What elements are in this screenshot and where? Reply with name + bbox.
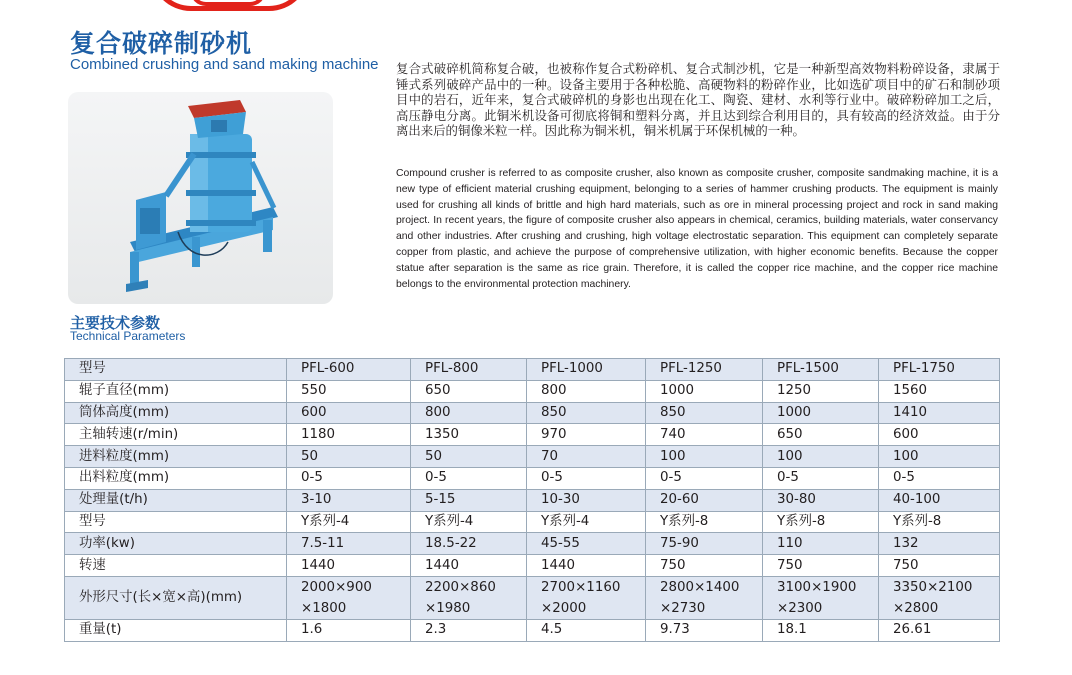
table-row — [65, 359, 1000, 381]
page-title-cn: 复合破碎制砂机 — [70, 29, 253, 58]
table-cell: 50 — [287, 446, 411, 468]
table-row — [65, 533, 1000, 555]
row-label: 转速 — [65, 555, 287, 577]
dimension-line-1: 2700×1160 — [541, 579, 621, 595]
table-cell: Y系列-4 — [287, 511, 411, 533]
table-cell: 40-100 — [879, 489, 1000, 511]
table-cell: 800 — [527, 380, 646, 402]
table-cell: PFL-1750 — [879, 359, 1000, 381]
row-label: 主轴转速(r/min) — [65, 424, 287, 446]
table-cell: 70 — [527, 446, 646, 468]
table-cell: 100 — [646, 446, 763, 468]
table-cell: 30-80 — [763, 489, 879, 511]
table-row — [65, 424, 1000, 446]
table-cell: 0-5 — [763, 467, 879, 489]
table-cell: 0-5 — [879, 467, 1000, 489]
table-cell: PFL-600 — [287, 359, 411, 381]
table-cell: Y系列-4 — [527, 511, 646, 533]
table-cell: 45-55 — [527, 533, 646, 555]
table-cell: 9.73 — [646, 619, 763, 641]
row-label: 出料粒度(mm) — [65, 467, 287, 489]
table-cell: PFL-1250 — [646, 359, 763, 381]
table-row — [65, 380, 1000, 402]
dimension-line-1: 3350×2100 — [893, 579, 973, 595]
table-cell: 2.3 — [411, 619, 527, 641]
table-cell: 75-90 — [646, 533, 763, 555]
table-cell: 1440 — [411, 555, 527, 577]
table-cell: Y系列-8 — [879, 511, 1000, 533]
row-label: 重量(t) — [65, 619, 287, 641]
table-cell: 1250 — [763, 380, 879, 402]
table-cell: 10-30 — [527, 489, 646, 511]
table-cell: 7.5-11 — [287, 533, 411, 555]
table-cell: 18.1 — [763, 619, 879, 641]
crusher-machine-icon — [68, 92, 333, 304]
table-cell: 650 — [411, 380, 527, 402]
table-cell: 650 — [763, 424, 879, 446]
technical-parameters-table — [64, 358, 1000, 642]
table-cell: 1000 — [646, 380, 763, 402]
table-cell: 750 — [879, 555, 1000, 577]
table-cell: 1560 — [879, 380, 1000, 402]
table-cell — [879, 576, 1000, 619]
table-cell: 26.61 — [879, 619, 1000, 641]
table-cell: 0-5 — [527, 467, 646, 489]
table-cell: 100 — [879, 446, 1000, 468]
table-cell: 600 — [287, 402, 411, 424]
table-row — [65, 555, 1000, 577]
table-row — [65, 511, 1000, 533]
logo-arc-inner — [190, 0, 266, 6]
table-cell: PFL-800 — [411, 359, 527, 381]
table-row — [65, 619, 1000, 641]
table-cell: 970 — [527, 424, 646, 446]
table-cell: 740 — [646, 424, 763, 446]
table-cell: 1440 — [527, 555, 646, 577]
table-cell: PFL-1500 — [763, 359, 879, 381]
table-cell: 1000 — [763, 402, 879, 424]
table-cell: PFL-1000 — [527, 359, 646, 381]
row-label: 外形尺寸(长×宽×高)(mm) — [65, 576, 287, 619]
description-cn: 复合式破碎机简称复合破，也被称作复合式粉碎机、复合式制沙机，它是一种新型高效物料粉碎设备，隶属于锤式系列破碎产品中的一种。设备主要用于各种松脆、高硬物料的粉碎作业，比如选矿项目中的矿石和制砂项目中的岩石，近年来，复合式破碎机的身影也出现在化工、陶瓷、建材、水利等行业中。破碎粉碎加工之后，高压静电分离。此铜米机设备可彻底将铜和塑料分离，并且达到综合利用目的，具有较高的经济效益。由于分离出来后的铜像米粒一样。因此称为铜米机，铜米机属于环保机械的一种。 — [396, 61, 1000, 139]
table-cell: 4.5 — [527, 619, 646, 641]
row-label: 型号 — [65, 511, 287, 533]
dimension-line-2: ×2300 — [777, 600, 823, 616]
table-row — [65, 489, 1000, 511]
table-cell: 100 — [763, 446, 879, 468]
section-title-cn: 主要技术参数 — [70, 314, 161, 332]
table-cell: 132 — [879, 533, 1000, 555]
dimension-line-2: ×2000 — [541, 600, 587, 616]
table-cell: 5-15 — [411, 489, 527, 511]
table-cell: 0-5 — [411, 467, 527, 489]
table-cell: 3-10 — [287, 489, 411, 511]
dimension-line-2: ×2730 — [660, 600, 706, 616]
table-row — [65, 446, 1000, 468]
section-title-en: Technical Parameters — [70, 329, 186, 343]
dimension-line-2: ×1980 — [425, 600, 471, 616]
table-cell: 1.6 — [287, 619, 411, 641]
table-row — [65, 402, 1000, 424]
table-cell: 750 — [646, 555, 763, 577]
dimension-line-1: 2200×860 — [425, 579, 496, 595]
row-label: 进料粒度(mm) — [65, 446, 287, 468]
table-cell — [646, 576, 763, 619]
table-cell: 850 — [527, 402, 646, 424]
row-label: 辊子直径(mm) — [65, 380, 287, 402]
dimension-line-1: 2000×900 — [301, 579, 372, 595]
table-cell: 850 — [646, 402, 763, 424]
crusher-machine-photo — [68, 92, 333, 304]
table-cell: 110 — [763, 533, 879, 555]
table-cell: Y系列-8 — [646, 511, 763, 533]
dimension-line-2: ×2800 — [893, 600, 939, 616]
table-cell: 1180 — [287, 424, 411, 446]
table-cell: Y系列-4 — [411, 511, 527, 533]
row-label: 型号 — [65, 359, 287, 381]
page-title-en: Combined crushing and sand making machine — [70, 56, 379, 73]
table-cell — [527, 576, 646, 619]
table-cell: 0-5 — [646, 467, 763, 489]
table-cell — [287, 576, 411, 619]
table-cell: 50 — [411, 446, 527, 468]
table-cell: 1440 — [287, 555, 411, 577]
table-cell: 0-5 — [287, 467, 411, 489]
table-cell: 600 — [879, 424, 1000, 446]
row-label: 功率(kw) — [65, 533, 287, 555]
row-label: 处理量(t/h) — [65, 489, 287, 511]
table-cell: 750 — [763, 555, 879, 577]
table-row — [65, 467, 1000, 489]
table-cell: 1350 — [411, 424, 527, 446]
dimension-line-1: 2800×1400 — [660, 579, 740, 595]
table-cell: 800 — [411, 402, 527, 424]
row-label: 筒体高度(mm) — [65, 402, 287, 424]
table-cell: 20-60 — [646, 489, 763, 511]
table-row — [65, 576, 1000, 619]
dimension-line-1: 3100×1900 — [777, 579, 857, 595]
table-cell: Y系列-8 — [763, 511, 879, 533]
table-cell: 1410 — [879, 402, 1000, 424]
description-en: Compound crusher is referred to as composite crusher, also known as composite crusher, composite sandmaking machine, it is a new type of efficient material crushing equipment, belonging to a series of hammer crushing products. The equipment is mainly used for crushing all kinds of brittle and high hard materials, such as ore in mineral processing project and rock in sand making project. In recent years, the figure of composite crusher also appears in chemical, ceramics, building materials, water conservancy and other industries. After crushing and crushing, high voltage electrostatic separation. This equipment can completely separate copper from plastic, and achieve the purpose of comprehensive utilization, with higher economic benefits. Because the copper statue after separation is the same as rice grain. Therefore, it is called the copper rice machine, and the copper rice machine belongs to the environmental protection machinery. — [396, 168, 998, 290]
table-cell: 550 — [287, 380, 411, 402]
dimension-line-2: ×1800 — [301, 600, 347, 616]
table-cell — [411, 576, 527, 619]
table-cell: 18.5-22 — [411, 533, 527, 555]
table-cell — [763, 576, 879, 619]
